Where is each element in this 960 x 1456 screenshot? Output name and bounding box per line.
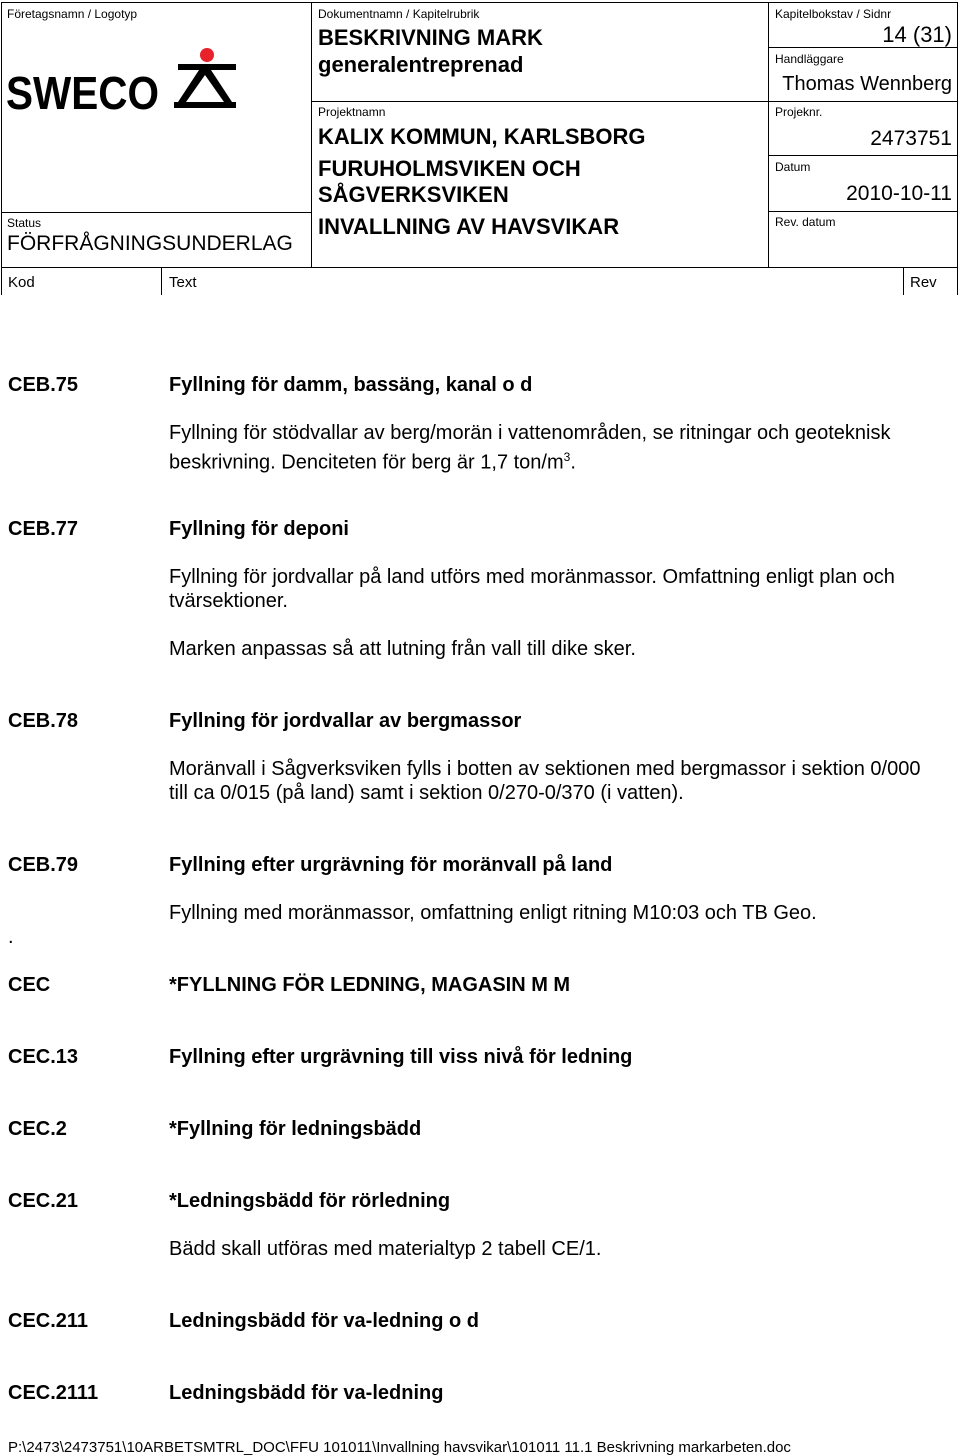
colrow-border-right bbox=[957, 268, 958, 295]
column-text: Text bbox=[169, 274, 197, 291]
project-label: Projektnamn bbox=[318, 105, 386, 119]
header-border-bottom bbox=[1, 267, 958, 268]
paragraph-ceb75 bbox=[169, 421, 939, 475]
section-title: *Fyllning för ledningsbädd bbox=[169, 1118, 422, 1140]
section-title: Fyllning för deponi bbox=[169, 518, 349, 540]
section-code: CEC.2 bbox=[8, 1118, 67, 1140]
section-title: *Ledningsbädd för rörledning bbox=[169, 1190, 451, 1212]
section-title: Fyllning för damm, bassäng, kanal o d bbox=[169, 374, 533, 396]
projnr-value: 2473751 bbox=[870, 127, 952, 150]
section-code: CEC.2111 bbox=[8, 1382, 99, 1404]
section-code: CEC.21 bbox=[8, 1190, 79, 1212]
section-code: CEC.211 bbox=[8, 1310, 89, 1332]
page-label: Kapitelbokstav / Sidnr bbox=[775, 7, 892, 21]
page-number: 14 (31) bbox=[882, 22, 952, 47]
superscript: 3 bbox=[563, 450, 571, 464]
file-path-footer: P:\2473\2473751\10ARBETSMTRL_DOC\FFU 101011\Invallning havsvikar\101011 11.1 Beskrivning markarbeten.doc bbox=[8, 1439, 791, 1456]
colrow-divider-2 bbox=[903, 268, 904, 295]
paragraph-ceb77b: Marken anpassas så att lutning från vall till dike sker. bbox=[169, 638, 636, 660]
section-title: *FYLLNING FÖR LEDNING, MAGASIN M M bbox=[169, 974, 571, 996]
column-kod: Kod bbox=[8, 274, 35, 291]
paragraph-ceb78: Moränvall i Sågverksviken fylls i botten av sektionen med bergmassor i sektion 0/000 till ca 0/015 (på land) samt i sektion 0/270-0/370 (i vatten). bbox=[169, 758, 921, 804]
stray-dot: . bbox=[8, 926, 14, 948]
paragraph-end: . bbox=[570, 451, 576, 474]
paragraph-cec21: Bädd skall utföras med materialtyp 2 tabell CE/1. bbox=[169, 1238, 602, 1260]
header-rule-revdate bbox=[768, 211, 958, 212]
section-code: CEC bbox=[8, 974, 51, 996]
handler-label: Handläggare bbox=[775, 52, 844, 66]
header-rule-project bbox=[311, 101, 958, 102]
date-value: 2010-10-11 bbox=[846, 182, 952, 205]
section-code: CEB.78 bbox=[8, 710, 79, 732]
status-label: Status bbox=[7, 216, 42, 230]
header-divider-2 bbox=[768, 2, 769, 268]
section-code: CEB.75 bbox=[8, 374, 79, 396]
paragraph-text: Fyllning för stödvallar av berg/morän i vattenområden, se ritningar och geoteknisk beskrivning. Denciteten för berg är 1,7 ton/m bbox=[169, 422, 891, 474]
header-rule-status bbox=[1, 212, 312, 213]
header-border-right bbox=[957, 2, 958, 268]
section-code: CEC.13 bbox=[8, 1046, 79, 1068]
section-title: Ledningsbädd för va-ledning o d bbox=[169, 1310, 479, 1332]
revdate-label: Rev. datum bbox=[775, 215, 836, 229]
status-value: FÖRFRÅGNINGSUNDERLAG bbox=[7, 232, 293, 255]
doc-title-line2: generalentreprenad bbox=[318, 52, 524, 77]
date-label: Datum bbox=[775, 160, 811, 174]
paragraph-ceb79: Fyllning med moränmassor, omfattning enligt ritning M10:03 och TB Geo. bbox=[169, 902, 817, 924]
section-code: CEB.77 bbox=[8, 518, 79, 540]
section-title: Fyllning för jordvallar av bergmassor bbox=[169, 710, 522, 732]
header-border-left bbox=[1, 2, 2, 268]
header-border-top bbox=[1, 2, 958, 3]
section-title: Fyllning efter urgrävning till viss nivå för ledning bbox=[169, 1046, 633, 1068]
svg-text:SWECO: SWECO bbox=[6, 67, 159, 116]
header-rule-date bbox=[768, 155, 958, 156]
project-line3: SÅGVERKSVIKEN bbox=[318, 182, 509, 207]
sweco-logo bbox=[6, 44, 236, 116]
paragraph-ceb77a: Fyllning för jordvallar på land utförs med moränmassor. Omfattning enligt plan och tvärsektioner. bbox=[169, 566, 895, 612]
projnr-label: Projeknr. bbox=[775, 105, 823, 119]
colrow-border-left bbox=[1, 268, 2, 295]
colrow-divider-1 bbox=[161, 268, 162, 295]
section-title: Fyllning efter urgrävning för moränvall på land bbox=[169, 854, 613, 876]
doc-title-line1: BESKRIVNING MARK bbox=[318, 25, 543, 50]
section-code: CEB.79 bbox=[8, 854, 79, 876]
doc-label: Dokumentnamn / Kapitelrubrik bbox=[318, 7, 480, 21]
company-label: Företagsnamn / Logotyp bbox=[7, 7, 138, 21]
column-rev: Rev bbox=[910, 274, 937, 291]
project-line2: FURUHOLMSVIKEN OCH bbox=[318, 156, 581, 181]
section-title: Ledningsbädd för va-ledning bbox=[169, 1382, 444, 1404]
header-divider-1 bbox=[311, 2, 312, 268]
project-line4: INVALLNING AV HAVSVIKAR bbox=[318, 214, 620, 239]
project-line1: KALIX KOMMUN, KARLSBORG bbox=[318, 124, 646, 149]
handler-value: Thomas Wennberg bbox=[782, 73, 952, 95]
sweco-logo-icon bbox=[6, 44, 236, 116]
